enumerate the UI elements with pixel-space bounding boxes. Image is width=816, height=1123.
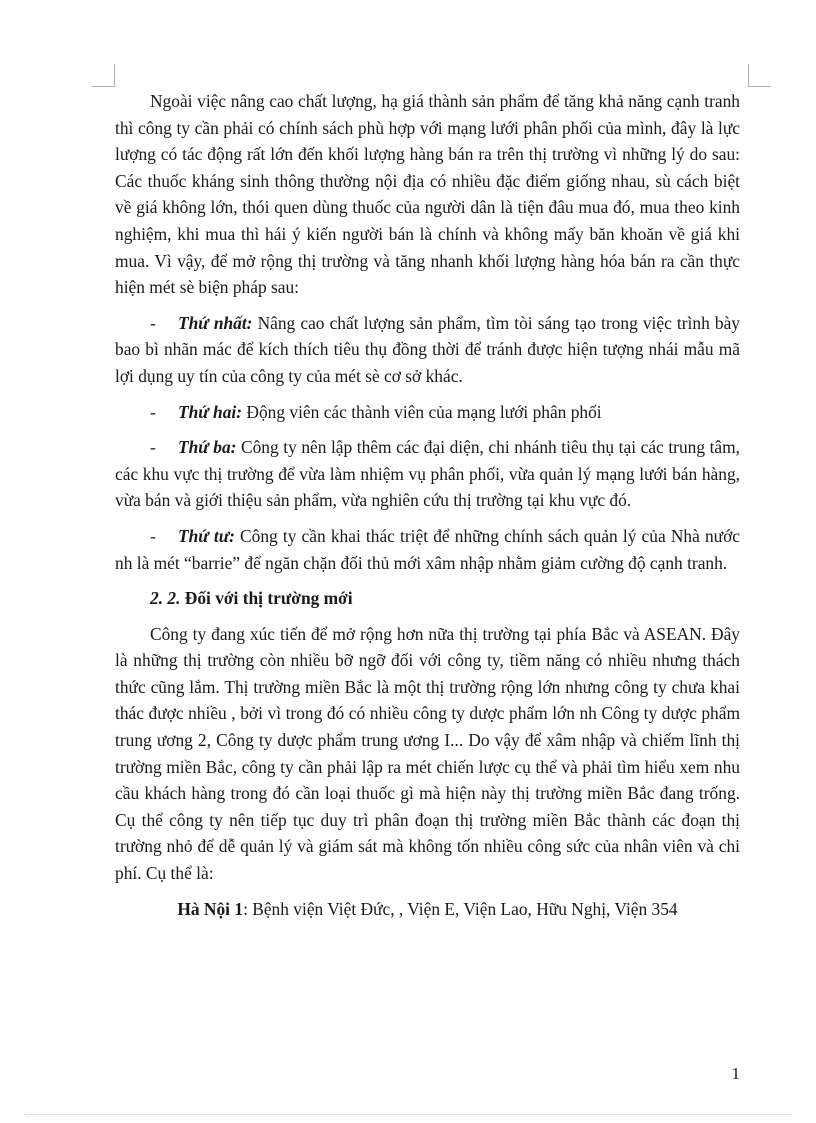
page-bottom-divider (24, 1114, 792, 1115)
bullet-label: Thứ nhất: (178, 312, 253, 333)
corner-crop-mark-left (92, 64, 115, 87)
bullet-dash: - (150, 401, 156, 422)
bullet-dash: - (150, 312, 156, 333)
corner-crop-mark-right (748, 64, 771, 87)
bullet-item-1 (115, 310, 740, 390)
document-body (115, 88, 740, 922)
bullet-label: Thứ ba: (178, 437, 237, 458)
hanoi-text: : Bệnh viện Việt Đức, , Viện E, Viện Lao, Hữu Nghị, Viện 354 (243, 898, 678, 919)
section-title: Đối với thị trường mới (180, 588, 353, 609)
bullet-text: Công ty cần khai thác triệt để những chính sách quản lý của Nhà nước nh là mét “barrie” để ngăn chặn đối thủ mới xâm nhập nhằm giảm cường độ cạnh tranh. (115, 525, 740, 573)
section-paragraph: Công ty đang xúc tiến để mở rộng hơn nữa thị trường tại phía Bắc và ASEAN. Đây là những thị trường còn nhiều bỡ ngỡ đối với công ty, tiềm năng có nhiều nhưng thách thức cũng lắm. Thị trường miền Bắc là một thị trường rộng lớn nhưng công ty chưa khai thác được nhiều , bởi vì trong đó có nhiều công ty dược phẩm lớn nh Công ty dược phẩm trung ương 2, Công ty dược phẩm trung ương I... Do vậy để xâm nhập và chiếm lĩnh thị trường miền Bắc, công ty cần phải lập ra mét chiến lược cụ thể và phải tìm hiểu xem nhu cầu khách hàng trong đó cần loại thuốc gì mà hiện này thị trường miền Bắc đang trống. Cụ thể công ty nên tiếp tục duy trì phân đoạn thị trường miền Bắc thành các đoạn thị trường nhỏ để dễ quản lý và giám sát mà không tốn nhiều công sức của nhân viên và chi phí. Cụ thể là: (115, 623, 740, 884)
bullet-dash: - (150, 525, 156, 546)
section-number: 2. 2. (150, 588, 181, 609)
hanoi-line (115, 896, 740, 923)
bullet-item-2 (115, 399, 740, 426)
bullet-text: Nâng cao chất lượng sản phẩm, tìm tòi sáng tạo trong việc trình bày bao bì nhãn mác để kích thích tiêu thụ đồng thời để tránh được hiện tượng nhái mẫu mã lợi dụng uy tín của công ty của mét sè cơ sở khác. (115, 312, 740, 386)
bullet-text: Công ty nên lập thêm các đại diện, chi nhánh tiêu thụ tại các trung tâm, các khu vực thị trường để vừa làm nhiệm vụ phân phối, vừa quản lý mạng lưới bán hàng, vừa bán và giới thiệu sản phẩm, vừa nghiên cứu thị trường tại khu vực đó. (115, 437, 741, 511)
bullet-label: Thứ hai: (178, 401, 243, 422)
bullet-dash: - (150, 437, 156, 458)
bullet-text: Động viên các thành viên của mạng lưới phân phối (242, 401, 602, 422)
bullet-label: Thứ tư: (178, 525, 235, 546)
bullet-item-3 (115, 434, 740, 514)
hanoi-label: Hà Nội 1 (177, 898, 244, 919)
intro-paragraph: Ngoài việc nâng cao chất lượng, hạ giá thành sản phẩm để tăng khả năng cạnh tranh thì công ty cần phải có chính sách phù hợp với mạng lưới phân phối của mình, đây là lực lượng có tác động rất lớn đến khối lượng hàng bán ra trên thị trường vì những lý do sau: Các thuốc kháng sinh thông thường nội địa có nhiều đặc điểm giống nhau, sù cách biệt về giá không lớn, thói quen dùng thuốc của người dân là tiện đâu mua đó, mua theo kinh nghiệm, khi mua thì hái ý kiến người bán là chính và không mấy băn khoăn về giá khi mua. Vì vậy, để mở rộng thị trường và tăng nhanh khối lượng hàng hóa bán ra cần thực hiện mét sè biện pháp sau: (115, 91, 740, 298)
section-heading (115, 585, 740, 612)
page-number: 1 (731, 1064, 740, 1083)
bullet-item-4 (115, 523, 740, 576)
